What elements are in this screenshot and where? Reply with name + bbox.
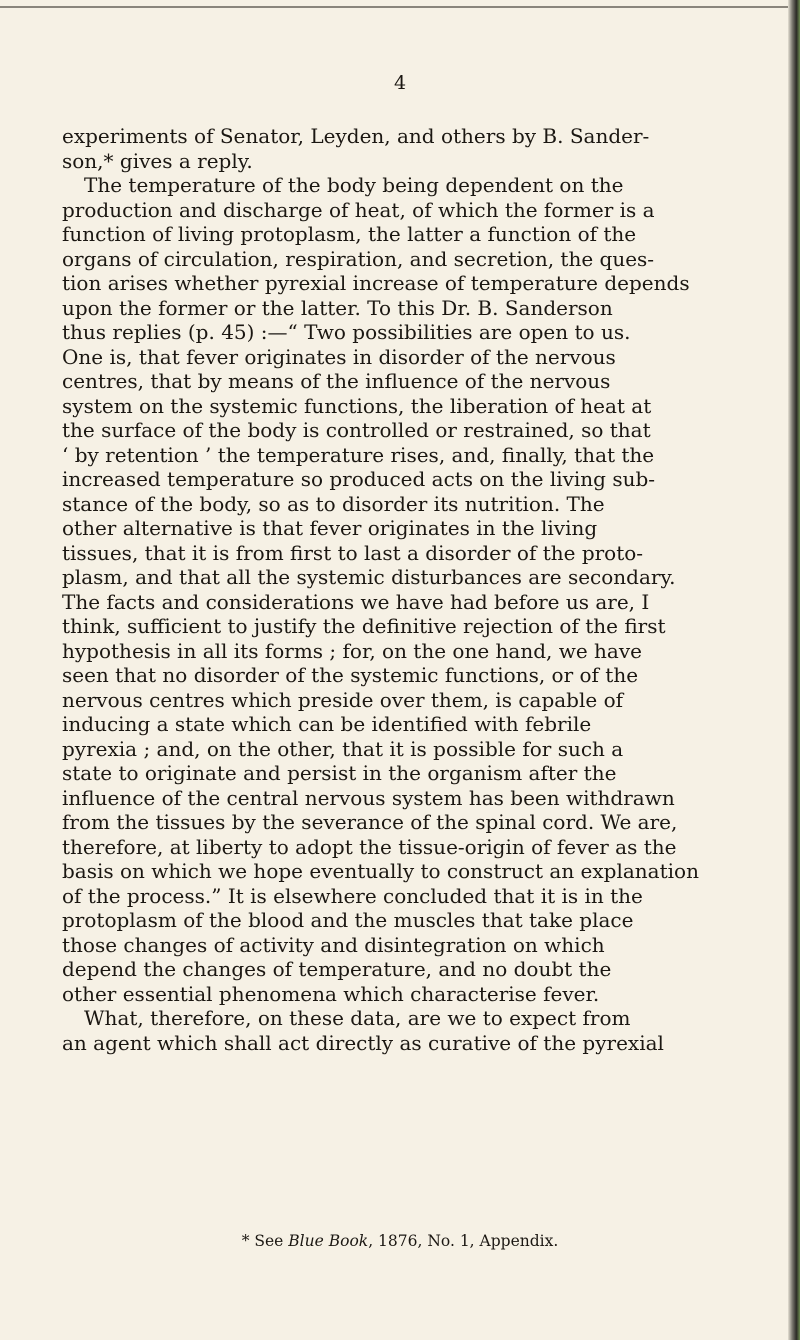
text-line: think, sufficient to justify the definitive rejection of the first bbox=[62, 614, 666, 638]
text-line: son,* gives a reply. bbox=[62, 148, 253, 173]
text-line: The facts and considerations we have had before us are, I bbox=[62, 589, 650, 614]
text-line: thus replies (p. 45) :—“ Two possibilities are open to us. bbox=[62, 320, 631, 344]
text-line: stance of the body, so as to disorder its nutrition. The bbox=[62, 491, 605, 516]
body-text bbox=[62, 124, 772, 1055]
text-line: those changes of activity and disintegration on which bbox=[62, 932, 605, 957]
text-line: seen that no disorder of the systemic functions, or of the bbox=[62, 663, 639, 687]
text-line: other essential phenomena which characterise fever. bbox=[62, 981, 600, 1006]
text-line: the surface of the body is controlled or restrained, so that bbox=[62, 418, 651, 442]
text-line: tion arises whether pyrexial increase of temperature depends bbox=[62, 271, 690, 295]
footnote-suffix: , 1876, No. 1, Appendix. bbox=[368, 1232, 559, 1250]
footnote-prefix: * See bbox=[241, 1232, 289, 1250]
footnote bbox=[0, 1232, 800, 1250]
text-line: an agent which shall act directly as curative of the pyrexial bbox=[62, 1030, 664, 1055]
text-line: function of living protoplasm, the latter a function of the bbox=[62, 222, 637, 246]
text-line: pyrexia ; and, on the other, that it is possible for such a bbox=[62, 736, 624, 761]
top-rule bbox=[0, 6, 790, 8]
text-line: experiments of Senator, Leyden, and others by B. Sander- bbox=[62, 124, 650, 148]
text-line: of the process.” It is elsewhere concluded that it is in the bbox=[62, 883, 643, 908]
text-line: upon the former or the latter. To this Dr. B. Sanderson bbox=[62, 295, 613, 320]
text-line: state to originate and persist in the organism after the bbox=[62, 761, 617, 785]
text-line: therefore, at liberty to adopt the tissue-origin of fever as the bbox=[62, 834, 677, 859]
text-line: tissues, that it is from first to last a disorder of the proto- bbox=[62, 540, 644, 565]
text-line: system on the systemic functions, the liberation of heat at bbox=[62, 393, 652, 418]
page-number: 4 bbox=[393, 72, 407, 94]
text-line: One is, that fever originates in disorder of the nervous bbox=[62, 344, 616, 369]
text-line: organs of circulation, respiration, and secretion, the ques- bbox=[62, 246, 655, 271]
text-line: centres, that by means of the influence of the nervous bbox=[62, 369, 611, 393]
text-line: hypothesis in all its forms ; for, on the one hand, we have bbox=[62, 638, 642, 663]
text-line: other alternative is that fever originates in the living bbox=[62, 516, 598, 540]
text-line: nervous centres which preside over them, is capable of bbox=[62, 687, 624, 712]
page-edge bbox=[788, 0, 800, 1340]
text-line: basis on which we hope eventually to construct an explanation bbox=[62, 859, 699, 883]
text-line: protoplasm of the blood and the muscles that take place bbox=[62, 908, 634, 932]
text-line: ‘ by retention ’ the temperature rises, and, finally, that the bbox=[62, 442, 655, 467]
text-line: production and discharge of heat, of which the former is a bbox=[62, 197, 655, 222]
text-line: inducing a state which can be identified with febrile bbox=[62, 712, 592, 736]
text-line: increased temperature so produced acts on the living sub- bbox=[62, 467, 656, 491]
text-line: plasm, and that all the systemic disturbances are secondary. bbox=[62, 565, 676, 589]
text-line: What, therefore, on these data, are we to expect from bbox=[84, 1006, 631, 1030]
footnote-book-title: Blue Book bbox=[288, 1232, 369, 1250]
text-line: depend the changes of temperature, and no doubt the bbox=[62, 957, 612, 981]
text-line: influence of the central nervous system has been withdrawn bbox=[62, 785, 675, 810]
text-line: The temperature of the body being dependent on the bbox=[84, 173, 624, 197]
text-line: from the tissues by the severance of the spinal cord. We are, bbox=[62, 810, 678, 834]
